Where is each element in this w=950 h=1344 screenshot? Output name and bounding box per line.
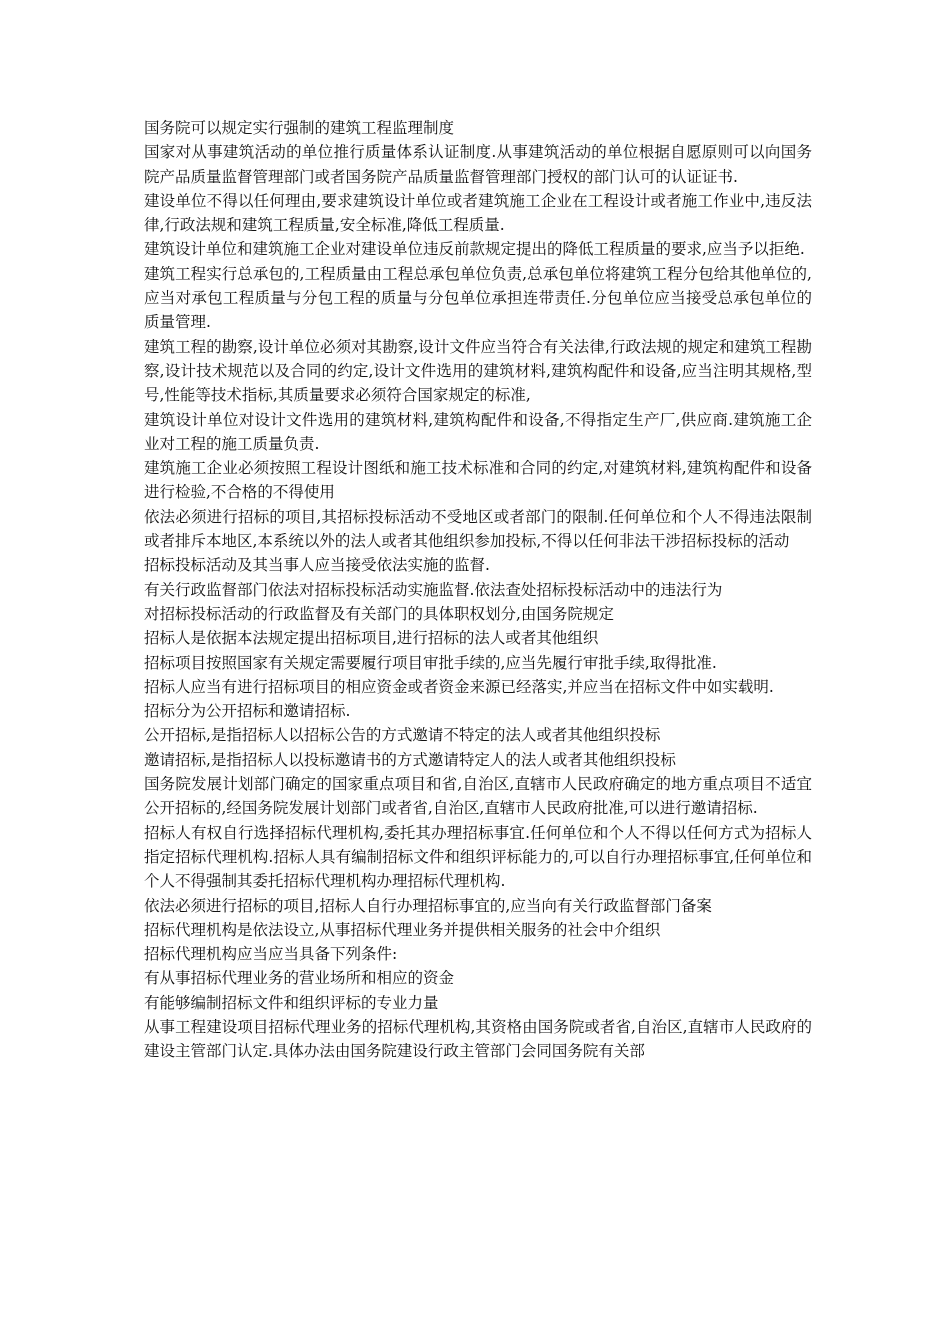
paragraph: 建筑工程的勘察,设计单位必须对其勘察,设计文件应当符合有关法律,行政法规的规定和建筑工程勘察,设计技术规范以及合同的约定,设计文件选用的建筑材料,建筑构配件和设备,应当注明其规格,型号,性能等技术指标,其质量要求必须符合国家规定的标准, xyxy=(144,337,812,405)
paragraph: 招标人有权自行选择招标代理机构,委托其办理招标事宜.任何单位和个人不得以任何方式为招标人指定招标代理机构.招标人具有编制招标文件和组织评标能力的,可以自行办理招标事宜,任何单位和个人不得强制其委托招标代理机构办理招标代理机构. xyxy=(144,823,812,891)
paragraph: 招标代理机构是依法设立,从事招标代理业务并提供相关服务的社会中介组织 xyxy=(144,920,661,939)
paragraph: 对招标投标活动的行政监督及有关部门的具体职权划分,由国务院规定 xyxy=(144,604,614,623)
paragraph: 建筑设计单位和建筑施工企业对建设单位违反前款规定提出的降低工程质量的要求,应当予以拒绝. xyxy=(144,240,805,259)
paragraph: 邀请招标,是指招标人以投标邀请书的方式邀请特定人的法人或者其他组织投标 xyxy=(144,750,676,769)
paragraph: 招标投标活动及其当事人应当接受依法实施的监督. xyxy=(144,556,490,575)
paragraph: 从事工程建设项目招标代理业务的招标代理机构,其资格由国务院或者省,自治区,直辖市人民政府的建设主管部门认定.具体办法由国务院建设行政主管部门会同国务院有关部 xyxy=(144,1017,812,1061)
paragraph: 建筑工程实行总承包的,工程质量由工程总承包单位负责,总承包单位将建筑工程分包给其他单位的,应当对承包工程质量与分包工程的质量与分包单位承担连带责任.分包单位应当接受总承包单位的质量管理. xyxy=(144,264,812,332)
paragraph: 公开招标,是指招标人以招标公告的方式邀请不特定的法人或者其他组织投标 xyxy=(144,726,661,745)
document-body xyxy=(144,116,812,1064)
paragraph: 国务院可以规定实行强制的建筑工程监理制度 xyxy=(144,119,455,137)
paragraph: 招标代理机构应当应当具备下列条件: xyxy=(144,945,398,964)
paragraph: 建筑施工企业必须按照工程设计图纸和施工技术标准和合同的约定,对建筑材料,建筑构配件和设备进行检验,不合格的不得使用 xyxy=(144,459,812,502)
paragraph: 有从事招标代理业务的营业场所和相应的资金 xyxy=(144,969,455,988)
paragraph: 国家对从事建筑活动的单位推行质量体系认证制度.从事建筑活动的单位根据自愿原则可以向国务院产品质量监督管理部门或者国务院产品质量监督管理部门授权的部门认可的认证证书. xyxy=(144,143,812,186)
paragraph: 招标分为公开招标和邀请招标. xyxy=(144,702,351,721)
paragraph: 建筑设计单位对设计文件选用的建筑材料,建筑构配件和设备,不得指定生产厂,供应商.建筑施工企业对工程的施工质量负责. xyxy=(144,410,812,453)
paragraph: 有关行政监督部门依法对招标投标活动实施监督.依法查处招标投标活动中的违法行为 xyxy=(144,580,723,599)
paragraph: 国务院发展计划部门确定的国家重点项目和省,自治区,直辖市人民政府确定的地方重点项目不适宜公开招标的,经国务院发展计划部门或者省,自治区,直辖市人民政府批准,可以进行邀请招标. xyxy=(144,775,812,818)
paragraph: 有能够编制招标文件和组织评标的专业力量 xyxy=(144,993,439,1012)
paragraph: 招标人是依据本法规定提出招标项目,进行招标的法人或者其他组织 xyxy=(144,629,599,648)
paragraph: 招标项目按照国家有关规定需要履行项目审批手续的,应当先履行审批手续,取得批准. xyxy=(144,653,717,672)
paragraph: 依法必须进行招标的项目,招标人自行办理招标事宜的,应当向有关行政监督部门备案 xyxy=(144,896,712,915)
paragraph: 招标人应当有进行招标项目的相应资金或者资金来源已经落实,并应当在招标文件中如实载明. xyxy=(144,677,774,696)
paragraph: 建设单位不得以任何理由,要求建筑设计单位或者建筑施工企业在工程设计或者施工作业中,违反法律,行政法规和建筑工程质量,安全标准,降低工程质量. xyxy=(144,191,812,235)
paragraph: 依法必须进行招标的项目,其招标投标活动不受地区或者部门的限制.任何单位和个人不得违法限制或者排斥本地区,本系统以外的法人或者其他组织参加投标,不得以任何非法干涉招标投标的活动 xyxy=(144,507,812,551)
